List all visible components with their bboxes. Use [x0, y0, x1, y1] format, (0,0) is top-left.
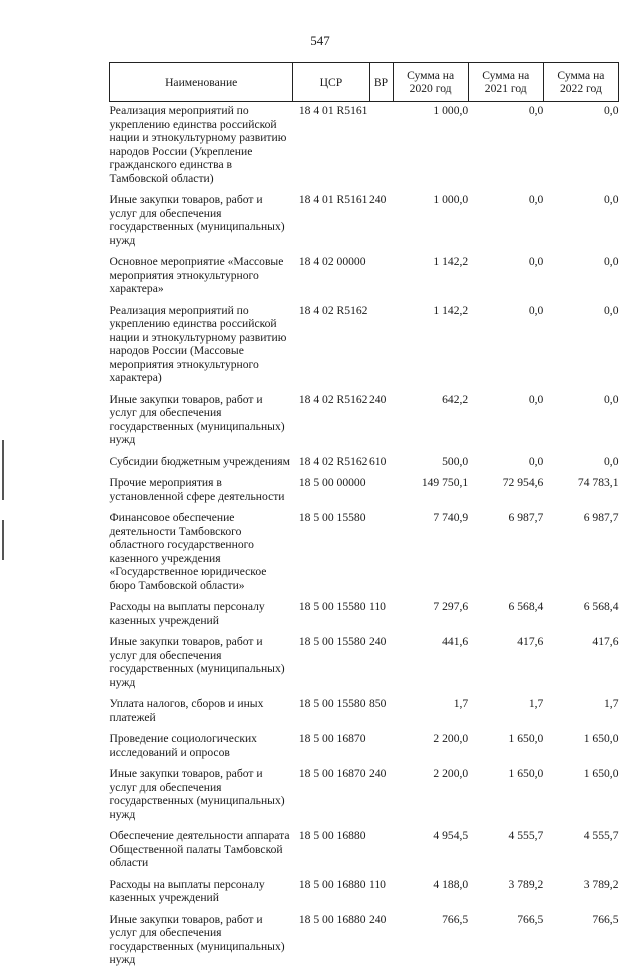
- row-name: Реализация мероприятий по укреплению единства российской нации и этнокультурному развитию народов России (Массовые мероприятия этнокультурного характера): [109, 303, 287, 384]
- table-row: [110, 302, 619, 391]
- row-csr: 18 4 02 R5162: [298, 392, 368, 406]
- row-csr: 18 5 00 15580: [298, 511, 366, 524]
- row-csr: 18 5 00 16870: [298, 767, 366, 780]
- row-vr: 850: [369, 697, 387, 710]
- row-sum-2022: 1 650,0: [583, 767, 619, 780]
- row-sum-2021: 766,5: [517, 912, 544, 926]
- row-csr: 18 4 02 R5162: [298, 303, 368, 317]
- table-row: [110, 598, 619, 633]
- row-name: Расходы на выплаты персоналу казенных учреждений: [109, 877, 265, 904]
- row-sum-2021: 0,0: [528, 454, 544, 468]
- row-name: Уплата налогов, сборов и иных платежей: [109, 697, 264, 724]
- row-sum-2020: 1 000,0: [433, 104, 469, 117]
- row-name: Иные закупки товаров, работ и услуг для обеспечения государственных (муниципальных) нужд: [109, 767, 285, 821]
- row-sum-2021: 72 954,6: [502, 476, 544, 489]
- row-sum-2020: 7 740,9: [433, 511, 469, 524]
- page-number: 547: [310, 33, 330, 48]
- row-sum-2022: 0,0: [604, 255, 619, 268]
- table-row: [110, 453, 619, 475]
- binding-mark: [2, 440, 4, 500]
- row-sum-2021: 0,0: [528, 193, 544, 206]
- row-vr: 610: [369, 454, 387, 468]
- row-vr: 240: [369, 912, 387, 926]
- binding-mark: [2, 520, 4, 560]
- row-sum-2021: 0,0: [528, 303, 544, 317]
- table-row: [110, 474, 619, 509]
- row-sum-2021: 3 789,2: [508, 877, 544, 891]
- table-row: [110, 827, 619, 876]
- row-sum-2021: 1,7: [528, 697, 544, 710]
- row-sum-2022: 0,0: [604, 454, 619, 468]
- row-sum-2022: 6 568,4: [583, 600, 619, 613]
- row-name: Иные закупки товаров, работ и услуг для обеспечения государственных (муниципальных) нужд: [109, 193, 285, 247]
- row-sum-2022: 0,0: [604, 303, 619, 317]
- row-csr: 18 5 00 00000: [298, 476, 366, 489]
- row-sum-2020: 2 200,0: [433, 767, 469, 780]
- row-name: Расходы на выплаты персоналу казенных учреждений: [109, 600, 265, 627]
- row-name: Иные закупки товаров, работ и услуг для обеспечения государственных (муниципальных) нужд: [109, 392, 285, 446]
- row-sum-2022: 0,0: [604, 392, 619, 406]
- row-name: Проведение социологических исследований и опросов: [109, 732, 257, 759]
- row-vr: [369, 730, 393, 765]
- row-csr: 18 4 02 R5162: [298, 454, 368, 468]
- header-sum-2020: Сумма на 2020 год: [393, 63, 468, 102]
- row-vr: [369, 474, 393, 509]
- row-sum-2020: 1,7: [453, 697, 469, 710]
- row-vr: [369, 302, 393, 391]
- row-sum-2021: 0,0: [528, 104, 544, 117]
- row-csr: 18 5 00 15580: [298, 635, 366, 648]
- row-sum-2020: 766,5: [442, 912, 469, 926]
- header-csr: ЦСР: [293, 63, 369, 102]
- row-sum-2022: 4 555,7: [583, 829, 619, 842]
- row-sum-2021: 6 987,7: [508, 511, 544, 524]
- row-csr: 18 5 00 16870: [298, 732, 366, 745]
- row-csr: 18 4 01 R5161: [298, 193, 368, 206]
- row-vr: 240: [369, 193, 387, 206]
- row-vr: 110: [369, 600, 386, 613]
- header-vr: ВР: [369, 63, 393, 102]
- table-body: [110, 102, 619, 973]
- row-vr: 240: [369, 635, 387, 648]
- row-sum-2021: 6 568,4: [508, 600, 544, 613]
- row-sum-2020: 1 000,0: [433, 193, 469, 206]
- row-sum-2020: 642,2: [442, 392, 469, 406]
- row-name: Субсидии бюджетным учреждениям: [109, 454, 290, 468]
- row-name: Финансовое обеспечение деятельности Тамбовского областного государственного казенного учреждения «Государственное юридическое бюро Тамбовской области»: [109, 511, 267, 592]
- row-sum-2021: 4 555,7: [508, 829, 544, 842]
- row-sum-2020: 7 297,6: [433, 600, 469, 613]
- row-vr: 240: [369, 767, 387, 780]
- row-sum-2022: 1 650,0: [583, 732, 619, 745]
- header-sum-2022: Сумма на 2022 год: [543, 63, 618, 102]
- row-name: Основное мероприятие «Массовые мероприятия этнокультурного характера»: [109, 255, 284, 295]
- row-vr: 110: [369, 877, 386, 891]
- table-row: [110, 730, 619, 765]
- row-sum-2021: 1 650,0: [508, 767, 544, 780]
- row-sum-2022: 1,7: [604, 697, 619, 710]
- row-sum-2020: 149 750,1: [421, 476, 469, 489]
- row-vr: [369, 102, 393, 192]
- row-sum-2020: 500,0: [442, 454, 469, 468]
- row-vr: [369, 827, 393, 876]
- row-csr: 18 5 00 16880: [298, 829, 366, 842]
- row-sum-2020: 2 200,0: [433, 732, 469, 745]
- table-row: [110, 633, 619, 695]
- row-name: Обеспечение деятельности аппарата Общественной палаты Тамбовской области: [109, 829, 290, 869]
- table-row: [110, 695, 619, 730]
- header-name: Наименование: [110, 63, 293, 102]
- row-vr: [369, 509, 393, 598]
- table-row: [110, 911, 619, 973]
- row-sum-2022: 766,5: [592, 912, 619, 926]
- row-sum-2022: 417,6: [592, 635, 619, 648]
- row-csr: 18 4 02 00000: [298, 255, 366, 268]
- header-sum-2021: Сумма на 2021 год: [468, 63, 543, 102]
- row-sum-2021: 417,6: [517, 635, 544, 648]
- table-row: [110, 509, 619, 598]
- row-sum-2020: 4 954,5: [433, 829, 469, 842]
- table-row: [110, 876, 619, 911]
- row-csr: 18 5 00 16880: [298, 912, 366, 926]
- row-csr: 18 5 00 15580: [298, 697, 366, 710]
- row-sum-2022: 0,0: [604, 104, 619, 117]
- row-sum-2021: 0,0: [528, 255, 544, 268]
- table-row: [110, 253, 619, 302]
- row-csr: 18 4 01 R5161: [298, 104, 368, 117]
- table-row: [110, 391, 619, 453]
- row-sum-2020: 1 142,2: [433, 303, 469, 317]
- row-sum-2020: 1 142,2: [433, 255, 469, 268]
- row-sum-2022: 6 987,7: [583, 511, 619, 524]
- table-row: [110, 102, 619, 192]
- row-vr: 240: [369, 392, 387, 406]
- row-sum-2020: 441,6: [442, 635, 469, 648]
- table-header: [110, 63, 619, 102]
- row-name: Иные закупки товаров, работ и услуг для обеспечения государственных (муниципальных) нужд: [109, 912, 285, 966]
- row-name: Прочие мероприятия в установленной сфере деятельности: [109, 476, 285, 503]
- row-name: Реализация мероприятий по укреплению единства российской нации и этнокультурному развитию народов России (Укрепление гражданского единства в Тамбовской области): [109, 104, 287, 185]
- row-name: Иные закупки товаров, работ и услуг для обеспечения государственных (муниципальных) нужд: [109, 635, 285, 689]
- row-sum-2021: 0,0: [528, 392, 544, 406]
- table-row: [110, 765, 619, 827]
- row-csr: 18 5 00 16880: [298, 877, 366, 891]
- row-sum-2022: 0,0: [604, 193, 619, 206]
- row-sum-2021: 1 650,0: [508, 732, 544, 745]
- table-row: [110, 191, 619, 253]
- row-vr: [369, 253, 393, 302]
- row-sum-2022: 3 789,2: [583, 877, 619, 891]
- row-csr: 18 5 00 15580: [298, 600, 366, 613]
- budget-table: [109, 62, 619, 973]
- row-sum-2020: 4 188,0: [433, 877, 469, 891]
- row-sum-2022: 74 783,1: [577, 476, 619, 489]
